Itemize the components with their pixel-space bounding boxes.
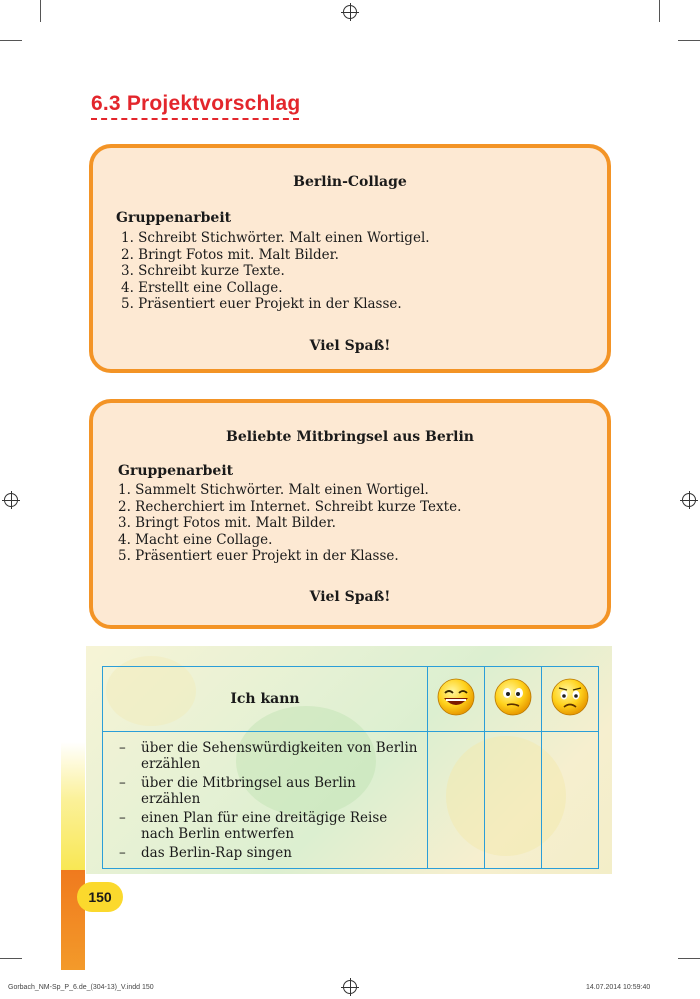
section-title-underline <box>91 118 299 120</box>
crop-mark <box>0 958 22 959</box>
card-title: Berlin-Collage <box>293 174 407 190</box>
rating-column-header <box>428 667 485 732</box>
crop-mark <box>678 958 700 959</box>
table-header: Ich kann <box>103 667 428 732</box>
card-outro: Viel Spaß! <box>309 589 391 605</box>
list-item: 1. Sammelt Stichwörter. Malt einen Wortigel. <box>118 482 429 498</box>
registration-mark-icon <box>343 980 357 994</box>
project-card-mitbringsel <box>89 399 611 629</box>
list-item: 5. Präsentiert euer Projekt in der Klasse. <box>121 296 402 312</box>
crop-mark <box>40 0 41 22</box>
list-item: – über die Mitbringsel aus Berlin erzählen <box>119 775 419 807</box>
can-do-cell <box>103 732 428 869</box>
task-list <box>121 230 430 313</box>
card-title: Beliebte Mitbringsel aus Berlin <box>226 429 474 445</box>
rating-column-header <box>542 667 599 732</box>
footer-timestamp: 14.07.2014 10:59:40 <box>586 984 651 991</box>
list-item: 4. Macht eine Collage. <box>118 531 273 548</box>
can-do-list <box>103 736 427 868</box>
section-title: 6.3 Projektvorschlag <box>91 92 301 115</box>
footer-filename: Gorbach_NM-Sp_P_6.de_(304-13)_V.indd 150 <box>8 984 154 991</box>
self-assessment-table <box>102 666 599 869</box>
laughing-face-icon <box>428 667 484 727</box>
rating-column-header <box>485 667 542 732</box>
card-subtitle: Gruppenarbeit <box>118 463 234 479</box>
crop-mark <box>659 0 660 22</box>
worried-face-icon <box>542 667 598 727</box>
rating-cell[interactable] <box>542 732 599 869</box>
list-item: – über die Sehenswürdigkeiten von Berlin erzählen <box>119 740 419 772</box>
list-item: 2. Bringt Fotos mit. Malt Bilder. <box>121 246 339 263</box>
page-number: 150 <box>77 882 123 912</box>
rating-cell[interactable] <box>485 732 542 869</box>
registration-mark-icon <box>343 5 357 19</box>
card-outro: Viel Spaß! <box>309 338 391 354</box>
list-item: 2. Recherchiert im Internet. Schreibt kurze Texte. <box>118 498 462 515</box>
list-item: – einen Plan für eine dreitägige Reise nach Berlin entwerfen <box>119 810 419 842</box>
task-list <box>118 482 461 565</box>
card-subtitle: Gruppenarbeit <box>116 210 232 226</box>
rating-cell[interactable] <box>428 732 485 869</box>
crop-mark <box>678 40 700 41</box>
list-item: 3. Bringt Fotos mit. Malt Bilder. <box>118 515 336 531</box>
list-item: 4. Erstellt eine Collage. <box>121 279 283 296</box>
registration-mark-icon <box>682 493 696 507</box>
crop-mark <box>0 40 22 41</box>
list-item: – das Berlin-Rap singen <box>119 845 419 861</box>
neutral-face-icon <box>485 667 541 727</box>
list-item: 5. Präsentiert euer Projekt in der Klasse. <box>118 548 399 564</box>
registration-mark-icon <box>4 493 18 507</box>
list-item: 3. Schreibt kurze Texte. <box>121 263 285 279</box>
list-item: 1. Schreibt Stichwörter. Malt einen Wortigel. <box>121 230 430 246</box>
project-card-berlin-collage <box>89 144 611 373</box>
